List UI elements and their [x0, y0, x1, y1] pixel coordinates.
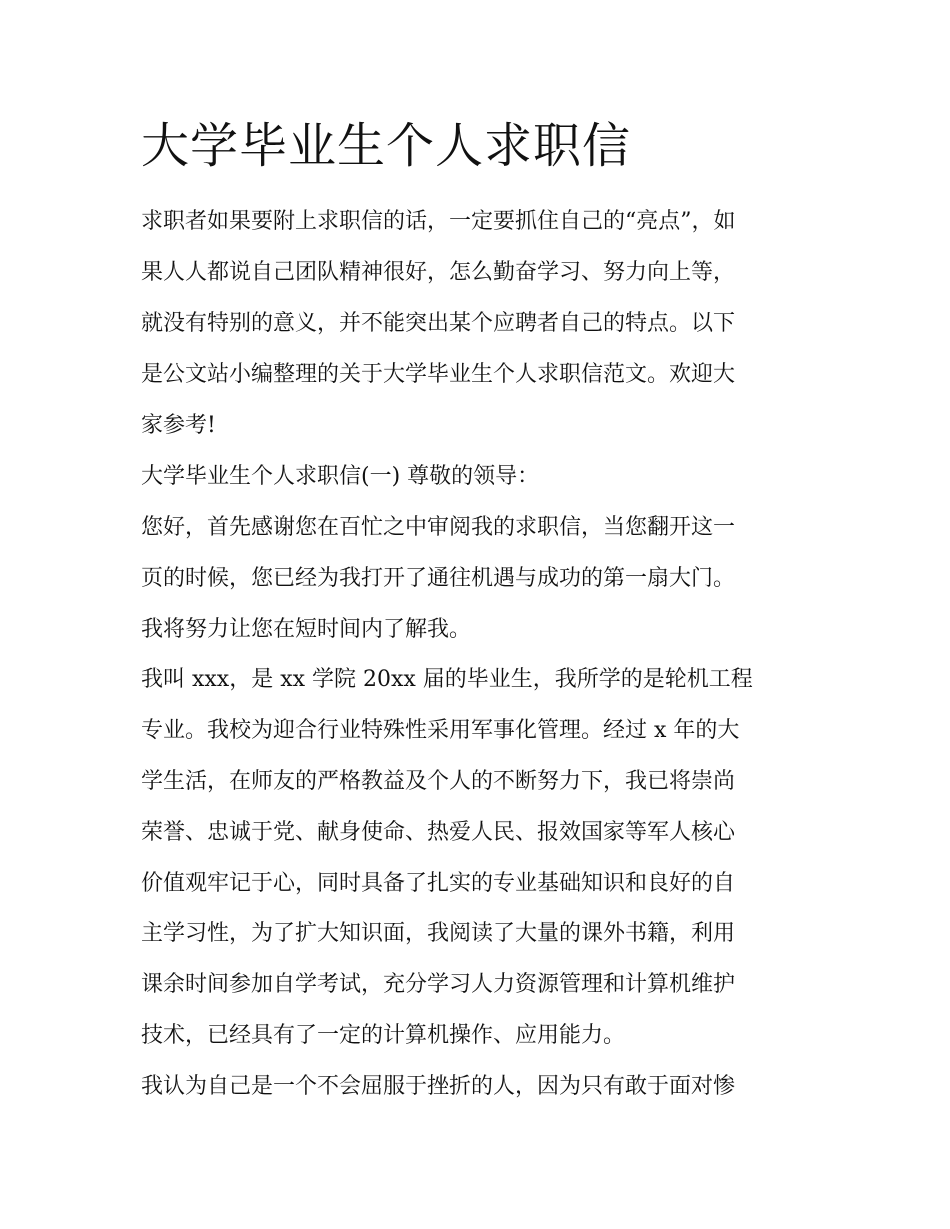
- text-line: 荣誉、忠诚于党、献身使命、热爱人民、报效国家等军人核心: [141, 820, 736, 845]
- text-line: 我叫 xxx，是 xx 学院 20xx 届的毕业生，我所学的是轮机工程: [141, 667, 753, 692]
- text-line: 页的时候，您已经为我打开了通往机遇与成功的第一扇大门。: [141, 566, 736, 591]
- text-line: 学生活，在师友的严格教益及个人的不断努力下，我已将崇尚: [141, 769, 736, 794]
- text-line: 您好，首先感谢您在百忙之中审阅我的求职信，当您翻开这一: [141, 515, 736, 540]
- text-line: 主学习性，为了扩大知识面，我阅读了大量的课外书籍，利用: [141, 921, 736, 946]
- text-line: 我认为自己是一个不会屈服于挫折的人，因为只有敢于面对惨: [141, 1074, 736, 1099]
- text-line: 我将努力让您在短时间内了解我。: [141, 617, 472, 642]
- text-line: 课余时间参加自学考试，充分学习人力资源管理和计算机维护: [141, 972, 736, 997]
- text-line: 专业。我校为迎合行业特殊性采用军事化管理。经过 x 年的大: [141, 718, 740, 743]
- section-heading-line: 大学毕业生个人求职信(一) 尊敬的领导：: [141, 464, 540, 489]
- text-line: 技术，已经具有了一定的计算机操作、应用能力。: [141, 1023, 626, 1048]
- text-line: 就没有特别的意义，并不能突出某个应聘者自己的特点。以下: [141, 311, 736, 336]
- text-line: 求职者如果要附上求职信的话，一定要抓住自己的“亮点”，如: [141, 209, 736, 234]
- document-title: 大学毕业生个人求职信: [141, 118, 632, 174]
- text-line: 是公文站小编整理的关于大学毕业生个人求职信范文。欢迎大: [141, 362, 736, 387]
- text-line: 家参考!: [141, 413, 216, 438]
- text-line: 果人人都说自己团队精神很好，怎么勤奋学习、努力向上等，: [141, 260, 736, 285]
- text-line: 价值观牢记于心，同时具备了扎实的专业基础知识和良好的自: [141, 871, 736, 896]
